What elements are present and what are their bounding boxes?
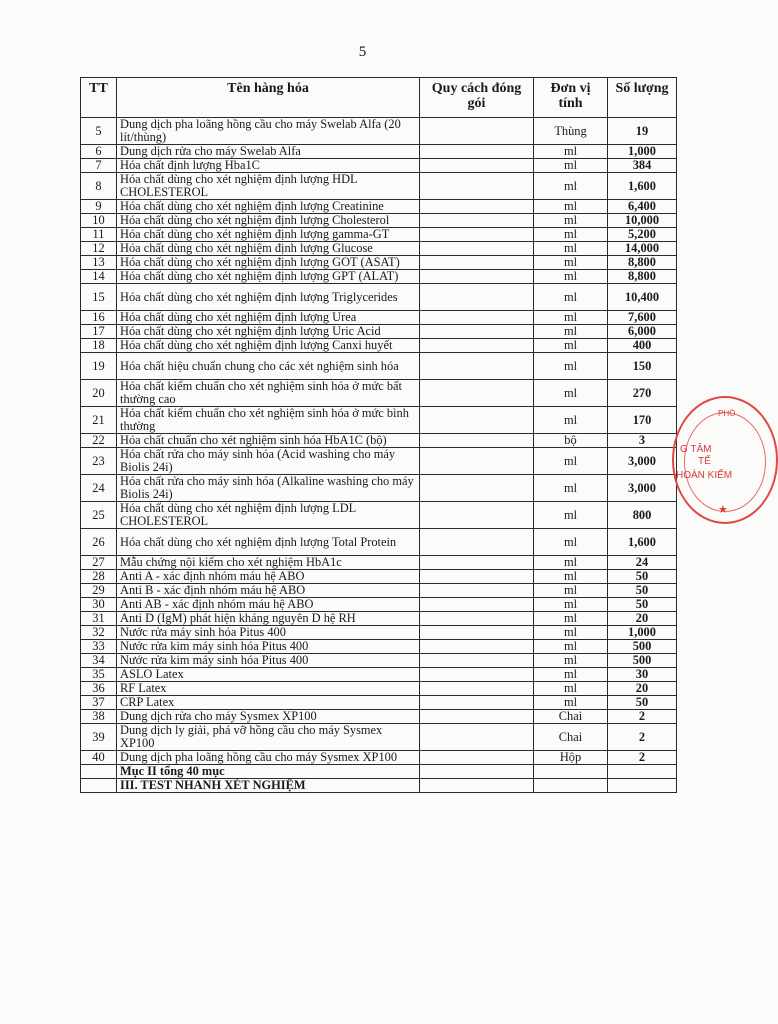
row-packing <box>420 475 534 502</box>
row-unit: ml <box>534 654 608 668</box>
row-tt: 14 <box>81 270 117 284</box>
row-unit: ml <box>534 529 608 556</box>
row-packing <box>420 173 534 200</box>
row-name: Hóa chất dùng cho xét nghiệm định lượng Canxi huyết <box>117 339 420 353</box>
row-packing <box>420 242 534 256</box>
row-tt: 12 <box>81 242 117 256</box>
row-qty: 1,600 <box>608 529 677 556</box>
row-tt: 39 <box>81 724 117 751</box>
row-name: Hóa chất kiểm chuẩn cho xét nghiệm sinh hóa ở mức bất thường cao <box>117 380 420 407</box>
row-qty: 7,600 <box>608 311 677 325</box>
row-packing <box>420 751 534 765</box>
row-unit: ml <box>534 339 608 353</box>
row-name: Hóa chất dùng cho xét nghiệm định lượng Uric Acid <box>117 325 420 339</box>
row-name: Hóa chất dùng cho xét nghiệm định lượng Creatinine <box>117 200 420 214</box>
row-unit: ml <box>534 475 608 502</box>
row-packing <box>420 724 534 751</box>
table-row <box>81 724 677 751</box>
table-row <box>81 256 677 270</box>
row-tt: 35 <box>81 668 117 682</box>
row-qty: 30 <box>608 668 677 682</box>
row-tt: 10 <box>81 214 117 228</box>
stamp-text-2: G TÂM <box>680 444 712 455</box>
row-packing <box>420 256 534 270</box>
row-name: Nước rửa máy sinh hóa Pitus 400 <box>117 626 420 640</box>
row-packing <box>420 407 534 434</box>
row-packing <box>420 311 534 325</box>
row-name: Hóa chất rửa cho máy sinh hóa (Acid washing cho máy Biolis 24i) <box>117 448 420 475</box>
section-heading-row <box>81 779 677 793</box>
row-unit: ml <box>534 640 608 654</box>
row-name: Hóa chất dùng cho xét nghiệm định lượng Glucose <box>117 242 420 256</box>
summary-packing <box>420 765 534 779</box>
row-qty: 270 <box>608 380 677 407</box>
table-row <box>81 640 677 654</box>
stamp-text-3: TẾ <box>698 456 711 467</box>
row-unit: ml <box>534 159 608 173</box>
row-unit: ml <box>534 598 608 612</box>
row-qty: 150 <box>608 353 677 380</box>
row-name: CRP Latex <box>117 696 420 710</box>
table-row <box>81 242 677 256</box>
row-tt: 23 <box>81 448 117 475</box>
row-tt: 32 <box>81 626 117 640</box>
row-tt: 5 <box>81 118 117 145</box>
row-name: Hóa chất dùng cho xét nghiệm định lượng Total Protein <box>117 529 420 556</box>
row-name: Hóa chất dùng cho xét nghiệm định lượng Cholesterol <box>117 214 420 228</box>
row-unit: ml <box>534 173 608 200</box>
row-unit: ml <box>534 626 608 640</box>
row-qty: 2 <box>608 724 677 751</box>
row-tt: 31 <box>81 612 117 626</box>
table-row <box>81 682 677 696</box>
row-tt: 21 <box>81 407 117 434</box>
row-unit: ml <box>534 214 608 228</box>
row-tt: 28 <box>81 570 117 584</box>
row-name: Hóa chất định lượng Hba1C <box>117 159 420 173</box>
row-tt: 36 <box>81 682 117 696</box>
row-qty: 24 <box>608 556 677 570</box>
table-row <box>81 584 677 598</box>
section-heading: III. TEST NHANH XÉT NGHIỆM <box>117 779 420 793</box>
section-qty <box>608 779 677 793</box>
table-row <box>81 626 677 640</box>
row-tt: 13 <box>81 256 117 270</box>
table-row <box>81 145 677 159</box>
row-tt: 40 <box>81 751 117 765</box>
summary-tt <box>81 765 117 779</box>
row-name: Anti A - xác định nhóm máu hệ ABO <box>117 570 420 584</box>
row-qty: 50 <box>608 696 677 710</box>
row-tt: 16 <box>81 311 117 325</box>
row-tt: 25 <box>81 502 117 529</box>
stamp-inner-ring <box>684 412 766 512</box>
table-row <box>81 284 677 311</box>
row-name: Hóa chất rửa cho máy sinh hóa (Alkaline washing cho máy Biolis 24i) <box>117 475 420 502</box>
row-name: Dung dịch rửa cho máy Sysmex XP100 <box>117 710 420 724</box>
row-qty: 384 <box>608 159 677 173</box>
row-unit: ml <box>534 200 608 214</box>
row-qty: 800 <box>608 502 677 529</box>
row-tt: 20 <box>81 380 117 407</box>
row-name: Hóa chất hiệu chuẩn chung cho các xét nghiệm sinh hóa <box>117 353 420 380</box>
row-qty: 8,800 <box>608 256 677 270</box>
row-packing <box>420 145 534 159</box>
table-row <box>81 311 677 325</box>
table-row <box>81 200 677 214</box>
row-packing <box>420 200 534 214</box>
row-unit: ml <box>534 284 608 311</box>
row-unit: ml <box>534 570 608 584</box>
row-packing <box>420 570 534 584</box>
table-row <box>81 502 677 529</box>
row-packing <box>420 598 534 612</box>
stamp-text-1: PHÒ <box>718 409 736 418</box>
row-packing <box>420 325 534 339</box>
table-row <box>81 448 677 475</box>
row-qty: 500 <box>608 640 677 654</box>
row-unit: ml <box>534 407 608 434</box>
row-unit: ml <box>534 668 608 682</box>
table-row <box>81 710 677 724</box>
row-name: Anti AB - xác định nhóm máu hệ ABO <box>117 598 420 612</box>
row-qty: 3,000 <box>608 448 677 475</box>
row-qty: 6,000 <box>608 325 677 339</box>
row-unit: ml <box>534 145 608 159</box>
row-name: Dung dịch pha loãng hồng cầu cho máy Swelab Alfa (20 lít/thùng) <box>117 118 420 145</box>
row-qty: 2 <box>608 710 677 724</box>
row-qty: 14,000 <box>608 242 677 256</box>
row-name: Dung dịch rửa cho máy Swelab Alfa <box>117 145 420 159</box>
table-row <box>81 556 677 570</box>
stamp-text-4: HOÀN KIẾM <box>676 470 733 481</box>
row-name: Nước rửa kim máy sinh hóa Pitus 400 <box>117 654 420 668</box>
row-tt: 37 <box>81 696 117 710</box>
row-packing <box>420 654 534 668</box>
row-name: Hóa chất dùng cho xét nghiệm định lượng LDL CHOLESTEROL <box>117 502 420 529</box>
row-qty: 400 <box>608 339 677 353</box>
row-qty: 19 <box>608 118 677 145</box>
row-name: Dung dịch pha loãng hồng cầu cho máy Sysmex XP100 <box>117 751 420 765</box>
row-tt: 9 <box>81 200 117 214</box>
table-row <box>81 529 677 556</box>
row-packing <box>420 556 534 570</box>
row-name: Hóa chất dùng cho xét nghiệm định lượng Triglycerides <box>117 284 420 311</box>
table-row <box>81 118 677 145</box>
row-packing <box>420 502 534 529</box>
row-unit: Chai <box>534 710 608 724</box>
header-unit: Đơn vị tính <box>534 78 608 118</box>
row-packing <box>420 668 534 682</box>
row-name: Hóa chất chuẩn cho xét nghiệm sinh hóa HbA1C (bộ) <box>117 434 420 448</box>
header-packing: Quy cách đóng gói <box>420 78 534 118</box>
row-qty: 5,200 <box>608 228 677 242</box>
goods-table <box>80 77 677 793</box>
row-unit: Hộp <box>534 751 608 765</box>
table-row <box>81 434 677 448</box>
row-name: Mẫu chứng nội kiểm cho xét nghiệm HbA1c <box>117 556 420 570</box>
row-qty: 20 <box>608 682 677 696</box>
row-tt: 33 <box>81 640 117 654</box>
red-seal-stamp <box>672 396 778 524</box>
row-packing <box>420 270 534 284</box>
row-packing <box>420 626 534 640</box>
row-qty: 2 <box>608 751 677 765</box>
summary-qty <box>608 765 677 779</box>
table-row <box>81 598 677 612</box>
row-tt: 27 <box>81 556 117 570</box>
row-qty: 170 <box>608 407 677 434</box>
row-tt: 6 <box>81 145 117 159</box>
row-packing <box>420 380 534 407</box>
row-tt: 18 <box>81 339 117 353</box>
row-name: Dung dịch ly giải, phá vỡ hồng cầu cho máy Sysmex XP100 <box>117 724 420 751</box>
header-tt: TT <box>81 78 117 118</box>
row-qty: 6,400 <box>608 200 677 214</box>
row-unit: bộ <box>534 434 608 448</box>
row-qty: 50 <box>608 570 677 584</box>
row-name: Anti D (IgM) phát hiện kháng nguyên D hệ RH <box>117 612 420 626</box>
table-row <box>81 612 677 626</box>
row-unit: ml <box>534 696 608 710</box>
row-qty: 1,000 <box>608 626 677 640</box>
row-tt: 19 <box>81 353 117 380</box>
row-unit: ml <box>534 270 608 284</box>
table-row <box>81 214 677 228</box>
section-unit <box>534 779 608 793</box>
row-tt: 24 <box>81 475 117 502</box>
row-name: Hóa chất dùng cho xét nghiệm định lượng Urea <box>117 311 420 325</box>
row-name: ASLO Latex <box>117 668 420 682</box>
row-unit: ml <box>534 228 608 242</box>
row-unit: ml <box>534 556 608 570</box>
row-unit: ml <box>534 311 608 325</box>
row-tt: 30 <box>81 598 117 612</box>
table-row <box>81 353 677 380</box>
row-qty: 10,400 <box>608 284 677 311</box>
row-qty: 10,000 <box>608 214 677 228</box>
row-packing <box>420 214 534 228</box>
table-row <box>81 228 677 242</box>
row-packing <box>420 339 534 353</box>
row-name: RF Latex <box>117 682 420 696</box>
row-qty: 8,800 <box>608 270 677 284</box>
table-row <box>81 159 677 173</box>
row-packing <box>420 682 534 696</box>
row-tt: 38 <box>81 710 117 724</box>
row-unit: ml <box>534 353 608 380</box>
table-row <box>81 654 677 668</box>
row-tt: 15 <box>81 284 117 311</box>
row-tt: 17 <box>81 325 117 339</box>
section-packing <box>420 779 534 793</box>
row-packing <box>420 159 534 173</box>
table-row <box>81 380 677 407</box>
row-tt: 34 <box>81 654 117 668</box>
summary-row <box>81 765 677 779</box>
row-unit: ml <box>534 502 608 529</box>
header-name: Tên hàng hóa <box>117 78 420 118</box>
row-tt: 7 <box>81 159 117 173</box>
row-qty: 1,600 <box>608 173 677 200</box>
table-row <box>81 325 677 339</box>
row-packing <box>420 434 534 448</box>
row-tt: 8 <box>81 173 117 200</box>
table-row <box>81 475 677 502</box>
table-header-row <box>81 78 677 118</box>
row-qty: 50 <box>608 598 677 612</box>
row-unit: Thùng <box>534 118 608 145</box>
stamp-star-icon: ★ <box>718 504 728 516</box>
row-unit: ml <box>534 325 608 339</box>
row-unit: ml <box>534 256 608 270</box>
row-qty: 20 <box>608 612 677 626</box>
table-row <box>81 696 677 710</box>
table-row <box>81 668 677 682</box>
row-name: Nước rửa kim máy sinh hóa Pitus 400 <box>117 640 420 654</box>
section-tt <box>81 779 117 793</box>
row-packing <box>420 584 534 598</box>
row-tt: 11 <box>81 228 117 242</box>
row-name: Hóa chất dùng cho xét nghiệm định lượng gamma-GT <box>117 228 420 242</box>
row-unit: ml <box>534 682 608 696</box>
row-name: Hóa chất kiểm chuẩn cho xét nghiệm sinh hóa ở mức bình thường <box>117 407 420 434</box>
header-qty: Số lượng <box>608 78 677 118</box>
row-qty: 50 <box>608 584 677 598</box>
summary-unit <box>534 765 608 779</box>
table-row <box>81 270 677 284</box>
row-unit: ml <box>534 448 608 475</box>
table-row <box>81 173 677 200</box>
table-row <box>81 407 677 434</box>
row-unit: ml <box>534 584 608 598</box>
page-number: 5 <box>358 44 367 60</box>
row-name: Anti B - xác định nhóm máu hệ ABO <box>117 584 420 598</box>
row-name: Hóa chất dùng cho xét nghiệm định lượng GOT (ASAT) <box>117 256 420 270</box>
row-packing <box>420 640 534 654</box>
row-qty: 1,000 <box>608 145 677 159</box>
row-packing <box>420 118 534 145</box>
row-packing <box>420 529 534 556</box>
row-packing <box>420 448 534 475</box>
row-qty: 3 <box>608 434 677 448</box>
row-qty: 3,000 <box>608 475 677 502</box>
row-unit: Chai <box>534 724 608 751</box>
row-packing <box>420 612 534 626</box>
row-packing <box>420 228 534 242</box>
summary-label: Mục II tổng 40 mục <box>117 765 420 779</box>
row-tt: 26 <box>81 529 117 556</box>
table-row <box>81 751 677 765</box>
row-packing <box>420 710 534 724</box>
table-row <box>81 339 677 353</box>
row-name: Hóa chất dùng cho xét nghiệm định lượng GPT (ALAT) <box>117 270 420 284</box>
table-row <box>81 570 677 584</box>
row-tt: 22 <box>81 434 117 448</box>
row-unit: ml <box>534 242 608 256</box>
row-name: Hóa chất dùng cho xét nghiệm định lượng HDL CHOLESTEROL <box>117 173 420 200</box>
row-unit: ml <box>534 612 608 626</box>
table-body <box>81 118 677 765</box>
row-unit: ml <box>534 380 608 407</box>
row-packing <box>420 353 534 380</box>
row-packing <box>420 696 534 710</box>
row-packing <box>420 284 534 311</box>
row-qty: 500 <box>608 654 677 668</box>
row-tt: 29 <box>81 584 117 598</box>
